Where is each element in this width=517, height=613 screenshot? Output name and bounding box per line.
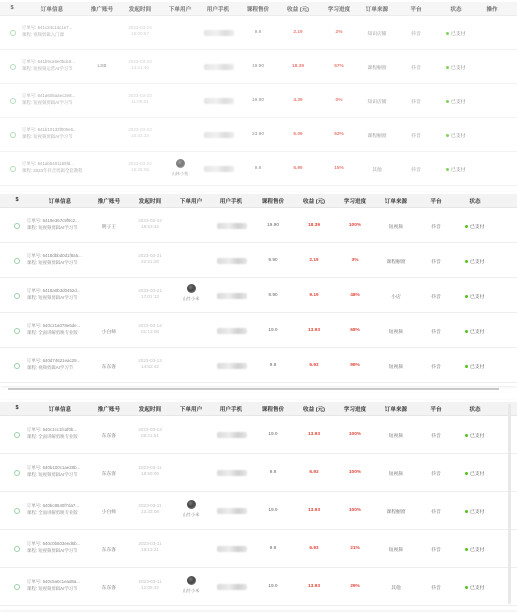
col-price: 课程售价 bbox=[261, 407, 285, 413]
progress: 100% bbox=[348, 223, 362, 228]
phone-blurred bbox=[217, 223, 247, 229]
row-select-radio[interactable] bbox=[10, 166, 16, 172]
income: 18.39 bbox=[307, 223, 321, 228]
phone-blurred bbox=[217, 584, 247, 590]
income: 2.19 bbox=[309, 258, 319, 263]
progress: 100% bbox=[348, 432, 362, 437]
promoter: 小白师 bbox=[101, 330, 117, 335]
order-time: 2023-03-11 19:13:21 bbox=[138, 541, 162, 552]
order-number[interactable]: 订单号: 640bc8540f7da7... bbox=[27, 503, 79, 508]
platform: 抖音 bbox=[431, 225, 441, 230]
row-select-radio[interactable] bbox=[14, 363, 20, 369]
promoter: 东东客 bbox=[101, 548, 117, 553]
table-header bbox=[0, 2, 517, 16]
platform: 抖音 bbox=[411, 168, 421, 173]
avatar bbox=[187, 284, 196, 293]
price: 9.9 bbox=[254, 30, 262, 35]
income: 2.19 bbox=[293, 30, 303, 35]
platform: 抖音 bbox=[431, 548, 441, 553]
income: 13.93 bbox=[307, 508, 321, 513]
orders-table-3 bbox=[0, 400, 517, 610]
table-row[interactable] bbox=[0, 313, 517, 348]
order-time: 2023-03-22 16:25:09 bbox=[128, 161, 152, 172]
col-platform: 平台 bbox=[430, 407, 442, 413]
orders-table-2 bbox=[0, 192, 517, 386]
phone-blurred bbox=[204, 30, 234, 36]
progress: 68% bbox=[350, 328, 360, 333]
user-name: 山竹小米 bbox=[182, 512, 200, 517]
status-badge: 已支付 bbox=[465, 584, 484, 591]
platform: 抖音 bbox=[431, 510, 441, 515]
order-time: 2023-03-14 01:13:08 bbox=[138, 323, 162, 334]
order-time: 2023-03-23 11:06:01 bbox=[128, 93, 152, 104]
row-select-radio[interactable] bbox=[14, 432, 20, 438]
course-name: 课程: 短视频运营AI学习节 bbox=[22, 66, 73, 71]
status-badge: 已支付 bbox=[465, 258, 484, 265]
row-select-radio[interactable] bbox=[14, 584, 20, 590]
col-time: 发起时间 bbox=[138, 407, 162, 413]
row-select-radio[interactable] bbox=[14, 293, 20, 299]
platform: 抖音 bbox=[431, 434, 441, 439]
platform: 抖音 bbox=[431, 295, 441, 300]
income: 4.39 bbox=[293, 98, 303, 103]
status-badge: 已支付 bbox=[446, 64, 465, 71]
scrollbar[interactable] bbox=[508, 404, 511, 604]
row-select-radio[interactable] bbox=[14, 508, 20, 514]
order-time: 2023-03-21 22:31:26 bbox=[138, 253, 162, 264]
table-row[interactable] bbox=[0, 243, 517, 278]
course-name: 课程: 短视频剪辑AI学习节 bbox=[27, 260, 78, 265]
promoter: 明子王 bbox=[101, 225, 117, 230]
order-time: 2023-03-23 14:41:40 bbox=[128, 59, 152, 70]
platform: 抖音 bbox=[431, 365, 441, 370]
avatar bbox=[187, 576, 196, 585]
col-status: 状态 bbox=[469, 407, 481, 413]
order-number[interactable]: 订单号: 640c1cc1fcaf0b... bbox=[27, 427, 78, 432]
order-time: 2023-03-13 09:21:51 bbox=[138, 427, 162, 438]
order-time: 2023-03-23 10:42:34 bbox=[128, 127, 152, 138]
progress: 29% bbox=[350, 584, 360, 589]
order-number[interactable]: 订单号: 6418dbbd0d1f8a5... bbox=[27, 253, 82, 258]
col-phone: 用户手机 bbox=[219, 407, 243, 413]
progress: 63% bbox=[334, 132, 344, 137]
col-time: 发起时间 bbox=[138, 199, 162, 205]
col-time: 发起时间 bbox=[128, 7, 152, 13]
table-row[interactable] bbox=[0, 348, 517, 383]
col-source: 订单来源 bbox=[384, 407, 408, 413]
phone-blurred bbox=[217, 293, 247, 299]
order-source: 短视频 bbox=[388, 548, 404, 553]
order-number[interactable]: 订单号: 640c5a0c1ead8a... bbox=[27, 579, 80, 584]
platform: 抖音 bbox=[431, 586, 441, 591]
status-dot-icon bbox=[465, 586, 468, 589]
col-status: 状态 bbox=[450, 7, 462, 13]
progress: 100% bbox=[348, 508, 362, 513]
table-header bbox=[0, 194, 517, 208]
order-number[interactable]: 订单号: 640c21a078e6de... bbox=[27, 323, 81, 328]
status-dot-icon bbox=[465, 225, 468, 228]
progress: 48% bbox=[350, 293, 360, 298]
order-source: 短视频 bbox=[388, 365, 404, 370]
progress: 3% bbox=[351, 258, 359, 263]
status-badge: 已支付 bbox=[465, 223, 484, 230]
col-user: 下单用户 bbox=[168, 7, 192, 13]
table-row[interactable] bbox=[0, 208, 517, 243]
col-promoter: 推广账号 bbox=[90, 7, 114, 13]
col-select: $ bbox=[10, 5, 14, 11]
order-time: 2023-03-11 18:59:06 bbox=[138, 465, 162, 476]
row-select-radio[interactable] bbox=[14, 470, 20, 476]
price: 19.9 bbox=[268, 432, 278, 437]
progress: 2% bbox=[335, 30, 343, 35]
income: 6.93 bbox=[309, 363, 319, 368]
course-name: 课程: 短视频剪辑AI学习节 bbox=[22, 134, 73, 139]
table-row[interactable] bbox=[0, 50, 517, 84]
course-name: 课程: 全面讲解剪映专业版 bbox=[27, 510, 78, 515]
user-name: 山林小苑 bbox=[171, 171, 189, 176]
order-number[interactable]: 订单号: 641c24c14c1e7... bbox=[22, 25, 73, 30]
status-dot-icon bbox=[446, 100, 449, 103]
order-time: 2023-03-21 17:01:13 bbox=[138, 288, 162, 299]
course-name: 课程: 短视频剪辑AI学习节 bbox=[27, 295, 78, 300]
status-dot-icon bbox=[446, 134, 449, 137]
phone-blurred bbox=[217, 546, 247, 552]
platform: 抖音 bbox=[411, 134, 421, 139]
order-source: 其他 bbox=[372, 168, 382, 173]
status-badge: 已支付 bbox=[446, 98, 465, 105]
status-dot-icon bbox=[465, 510, 468, 513]
platform: 抖音 bbox=[431, 472, 441, 477]
table-row[interactable] bbox=[0, 118, 517, 152]
income: 13.93 bbox=[307, 584, 321, 589]
col-phone: 用户手机 bbox=[206, 7, 230, 13]
course-name: 课程: 短视频剪辑AI学习节 bbox=[27, 472, 78, 477]
status-badge: 已支付 bbox=[465, 328, 484, 335]
price: 19.90 bbox=[251, 98, 265, 103]
promoter: 东东客 bbox=[101, 472, 117, 477]
phone-blurred bbox=[204, 64, 234, 70]
platform: 抖音 bbox=[431, 260, 441, 265]
income: 5.06 bbox=[293, 132, 303, 137]
income: 9.19 bbox=[309, 293, 319, 298]
status-dot-icon bbox=[465, 472, 468, 475]
col-phone: 用户手机 bbox=[219, 199, 243, 205]
row-select-radio[interactable] bbox=[14, 223, 20, 229]
phone-blurred bbox=[204, 132, 234, 138]
col-platform: 平台 bbox=[410, 7, 422, 13]
table-row[interactable] bbox=[0, 568, 517, 606]
progress: 99% bbox=[350, 363, 360, 368]
income: 6.93 bbox=[309, 546, 319, 551]
platform: 抖音 bbox=[411, 32, 421, 37]
orders-table-1 bbox=[0, 0, 517, 188]
order-time: 2023-03-23 16:00:57 bbox=[128, 25, 152, 36]
table-row[interactable] bbox=[0, 416, 517, 454]
order-number[interactable]: 订单号: 640b100c1ae28b... bbox=[27, 465, 81, 470]
order-source: 短视频 bbox=[388, 225, 404, 230]
col-source: 订单来源 bbox=[384, 199, 408, 205]
price: 19.90 bbox=[266, 223, 280, 228]
progress: 57% bbox=[334, 64, 344, 69]
status-dot-icon bbox=[446, 168, 449, 171]
price: 19.9 bbox=[268, 508, 278, 513]
price: 23.90 bbox=[251, 132, 265, 137]
promoter: 东东客 bbox=[101, 365, 117, 370]
status-badge: 已支付 bbox=[465, 508, 484, 515]
table-row[interactable] bbox=[0, 16, 517, 50]
order-time: 2023-03-11 12:05:32 bbox=[138, 579, 162, 590]
col-user: 下单用户 bbox=[179, 199, 203, 205]
price: 9.90 bbox=[268, 293, 278, 298]
col-promoter: 推广账号 bbox=[97, 407, 121, 413]
price: 9.9 bbox=[269, 546, 277, 551]
status-dot-icon bbox=[465, 548, 468, 551]
col-progress: 学习进度 bbox=[343, 199, 367, 205]
order-number[interactable]: 订单号: 6418a0b3d0452d... bbox=[27, 288, 81, 293]
course-name: 课程: 视频剪辑入门课 bbox=[22, 32, 64, 37]
order-source: 短视频 bbox=[388, 330, 404, 335]
order-time: 2023-03-11 13:33:08 bbox=[138, 503, 162, 514]
order-source: 知识店铺 bbox=[367, 100, 387, 105]
promoter: 小白师 bbox=[101, 510, 117, 515]
col-user: 下单用户 bbox=[179, 407, 203, 413]
order-source: 短视频 bbox=[388, 434, 404, 439]
course-name: 课程: 短视频剪辑AI学习节 bbox=[27, 586, 78, 591]
col-progress: 学习进度 bbox=[327, 7, 351, 13]
price: 9.90 bbox=[268, 258, 278, 263]
status-dot-icon bbox=[465, 434, 468, 437]
status-dot-icon bbox=[465, 260, 468, 263]
status-badge: 已支付 bbox=[446, 132, 465, 139]
course-name: 课程: 视频剪辑AI学习节 bbox=[27, 365, 74, 370]
progress: 100% bbox=[348, 470, 362, 475]
status-badge: 已支付 bbox=[465, 432, 484, 439]
avatar bbox=[187, 500, 196, 509]
col-source: 订单来源 bbox=[365, 7, 389, 13]
order-source: 课程橱窗 bbox=[367, 66, 387, 71]
course-name: 课程: 2023年抖音剪辑全套教程 bbox=[22, 168, 83, 173]
course-name: 课程: 短视频剪辑AI学习节 bbox=[27, 225, 78, 230]
status-dot-icon bbox=[465, 295, 468, 298]
order-source: 其他 bbox=[391, 586, 401, 591]
avatar bbox=[176, 159, 185, 168]
price: 19.9 bbox=[268, 584, 278, 589]
phone-blurred bbox=[204, 98, 234, 104]
order-source: 短视频 bbox=[388, 472, 404, 477]
course-name: 课程: 全面讲解剪映专业版 bbox=[27, 434, 78, 439]
row-select-radio[interactable] bbox=[14, 546, 20, 552]
row-select-radio[interactable] bbox=[10, 64, 16, 70]
course-name: 课程: 短视频剪辑AI学习节 bbox=[27, 548, 78, 553]
col-income: 收益 (元) bbox=[302, 199, 326, 205]
col-select: $ bbox=[15, 405, 19, 411]
phone-blurred bbox=[204, 166, 234, 172]
promoter: LSB bbox=[97, 64, 107, 69]
table-row[interactable] bbox=[0, 152, 517, 186]
order-number[interactable]: 订单号: 641ab54011b9fd... bbox=[22, 161, 74, 166]
promoter: 东东客 bbox=[101, 434, 117, 439]
status-badge: 已支付 bbox=[465, 293, 484, 300]
col-progress: 学习进度 bbox=[343, 407, 367, 413]
order-time: 2023-03-13 14:52:42 bbox=[138, 358, 162, 369]
table-row[interactable] bbox=[0, 84, 517, 118]
status-dot-icon bbox=[465, 365, 468, 368]
order-number[interactable]: 订单号: 640c0b503eed6b... bbox=[27, 541, 81, 546]
platform: 抖音 bbox=[411, 100, 421, 105]
col-platform: 平台 bbox=[430, 199, 442, 205]
table-row[interactable] bbox=[0, 278, 517, 313]
col-income: 收益 (元) bbox=[302, 407, 326, 413]
col-price: 课程售价 bbox=[261, 199, 285, 205]
row-select-radio[interactable] bbox=[10, 30, 16, 36]
income: 6.93 bbox=[309, 470, 319, 475]
price: 9.9 bbox=[269, 363, 277, 368]
status-dot-icon bbox=[446, 66, 449, 69]
order-source: 小店 bbox=[391, 295, 401, 300]
income: 18.39 bbox=[291, 64, 305, 69]
progress: 21% bbox=[350, 546, 360, 551]
income: 13.93 bbox=[307, 432, 321, 437]
status-badge: 已支付 bbox=[446, 30, 465, 37]
table-row[interactable] bbox=[0, 492, 517, 530]
col-status: 状态 bbox=[469, 199, 481, 205]
price: 9.9 bbox=[254, 166, 262, 171]
price: 19.9 bbox=[268, 328, 278, 333]
table-row[interactable] bbox=[0, 454, 517, 492]
order-number[interactable]: 订单号: 640d74621eac29... bbox=[27, 358, 81, 363]
panel-divider bbox=[8, 388, 499, 390]
course-name: 课程: 短视频剪辑AI学习节 bbox=[22, 100, 73, 105]
price: 19.90 bbox=[251, 64, 265, 69]
col-order-info: 订单信息 bbox=[48, 407, 72, 413]
status-badge: 已支付 bbox=[446, 166, 465, 173]
order-source: 课程橱窗 bbox=[386, 260, 406, 265]
progress: 15% bbox=[334, 166, 344, 171]
order-time: 2023-03-22 18:53:42 bbox=[138, 218, 162, 229]
order-source: 知识店铺 bbox=[367, 32, 387, 37]
phone-blurred bbox=[217, 470, 247, 476]
platform: 抖音 bbox=[431, 330, 441, 335]
row-select-radio[interactable] bbox=[10, 98, 16, 104]
order-number[interactable]: 订单号: 641b9ca9e0bdc8... bbox=[22, 59, 75, 64]
status-dot-icon bbox=[446, 32, 449, 35]
order-number[interactable]: 订单号: 6419e367c9f9c2... bbox=[27, 218, 79, 223]
table-row[interactable] bbox=[0, 530, 517, 568]
col-action: 操作 bbox=[486, 7, 498, 13]
table-header bbox=[0, 402, 517, 416]
phone-blurred bbox=[217, 258, 247, 264]
user-name: 山竹小米 bbox=[182, 296, 200, 301]
col-promoter: 推广账号 bbox=[97, 199, 121, 205]
phone-blurred bbox=[217, 432, 247, 438]
platform: 抖音 bbox=[411, 66, 421, 71]
col-order-info: 订单信息 bbox=[48, 199, 72, 205]
status-badge: 已支付 bbox=[465, 546, 484, 553]
phone-blurred bbox=[217, 508, 247, 514]
col-price: 课程售价 bbox=[246, 7, 270, 13]
col-income: 收益 (元) bbox=[286, 7, 310, 13]
order-number[interactable]: 订单号: 641a605aaec2e8... bbox=[22, 93, 76, 98]
order-number[interactable]: 订单号: 641b10133f005e6... bbox=[22, 127, 77, 132]
status-badge: 已支付 bbox=[465, 470, 484, 477]
promoter: 东东客 bbox=[101, 586, 117, 591]
status-badge: 已支付 bbox=[465, 363, 484, 370]
progress: 0% bbox=[335, 98, 343, 103]
income: 13.93 bbox=[307, 328, 321, 333]
price: 9.9 bbox=[269, 470, 277, 475]
income: 5.99 bbox=[293, 166, 303, 171]
phone-blurred bbox=[217, 328, 247, 334]
user-name: 山竹小米 bbox=[182, 588, 200, 593]
course-name: 课程: 全面讲解剪映专业版 bbox=[27, 330, 78, 335]
col-select: $ bbox=[15, 197, 19, 203]
row-select-radio[interactable] bbox=[10, 132, 16, 138]
status-dot-icon bbox=[465, 330, 468, 333]
order-source: 课程橱窗 bbox=[386, 510, 406, 515]
row-select-radio[interactable] bbox=[14, 258, 20, 264]
row-select-radio[interactable] bbox=[14, 328, 20, 334]
phone-blurred bbox=[217, 363, 247, 369]
col-order-info: 订单信息 bbox=[40, 7, 64, 13]
order-source: 课程橱窗 bbox=[367, 134, 387, 139]
